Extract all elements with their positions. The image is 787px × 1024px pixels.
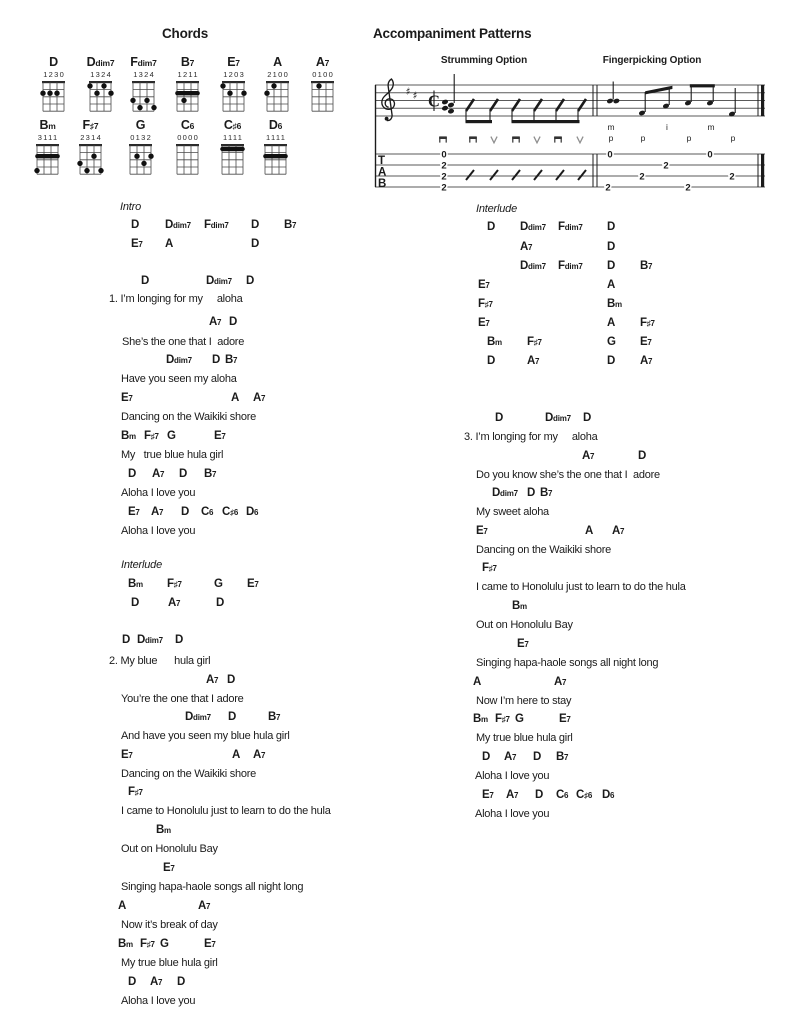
chord-symbol: B m bbox=[473, 713, 488, 725]
lyric-line: Aloha I love you bbox=[475, 808, 550, 820]
chord-symbol: A 7 bbox=[506, 789, 519, 801]
chord-symbol: A 7 bbox=[504, 751, 517, 763]
chord-symbol: D bbox=[251, 219, 260, 231]
chord-fingering: 2314 bbox=[80, 133, 103, 142]
tab-fret-number: 0 bbox=[441, 149, 447, 161]
chord-symbol: A 7 bbox=[151, 506, 164, 518]
chord-symbol: F ♯7 bbox=[527, 336, 542, 348]
chord-symbol: D bbox=[181, 506, 190, 518]
key-sharp-2: ♯ bbox=[412, 90, 418, 102]
lyric-line: Dancing on the Waikiki shore bbox=[476, 544, 612, 556]
chord-symbol: D bbox=[179, 468, 188, 480]
chord-symbol: D dim7 bbox=[492, 487, 518, 499]
lyric-line: Singing hapa-haole songs all night long bbox=[121, 881, 304, 893]
tab-fret-number: 2 bbox=[441, 160, 447, 172]
chord-symbol: B 7 bbox=[640, 260, 653, 272]
chord-symbol: E 7 bbox=[227, 55, 240, 69]
chord-symbol: E 7 bbox=[559, 713, 571, 725]
chord-symbol: E 7 bbox=[121, 749, 133, 761]
chord-symbol: F ♯7 bbox=[167, 578, 182, 590]
lyric-line: My true blue hula girl bbox=[476, 732, 573, 744]
chord-symbol: C 6 bbox=[556, 789, 569, 801]
lyric-line: My true blue hula girl bbox=[121, 449, 224, 461]
lyric-line: 2. My blue hula girl bbox=[109, 655, 211, 667]
finger-letter: p bbox=[608, 133, 614, 143]
chord-symbol: B m bbox=[512, 600, 527, 612]
chord-symbol: A bbox=[607, 317, 616, 329]
chord-symbol: A 7 bbox=[640, 355, 653, 367]
chord-symbol: A bbox=[165, 238, 174, 250]
chord-symbol: C ♯6 bbox=[576, 789, 593, 801]
chord-symbol: A 7 bbox=[253, 749, 266, 761]
chord-symbol: D bbox=[607, 241, 616, 253]
chord-symbol: D dim7 bbox=[166, 354, 192, 366]
tab-fret-number: 2 bbox=[441, 171, 447, 183]
chord-symbol: A 7 bbox=[253, 392, 266, 404]
lyric-line: Have you seen my aloha bbox=[121, 373, 237, 385]
lyric-line: 1. I’m longing for my aloha bbox=[109, 293, 243, 305]
chord-symbol: A 7 bbox=[152, 468, 165, 480]
chord-symbol: G bbox=[515, 713, 524, 725]
chord-fingering: 0100 bbox=[312, 70, 335, 79]
chord-symbol: D bbox=[177, 976, 186, 988]
chord-symbol: A bbox=[231, 392, 240, 404]
chord-symbol: D bbox=[251, 238, 260, 250]
chord-symbol: B m bbox=[39, 118, 56, 132]
chord-symbol: D bbox=[122, 634, 131, 646]
tab-fret-number: 2 bbox=[441, 182, 447, 194]
chord-symbol: F ♯7 bbox=[140, 938, 155, 950]
chord-symbol: D bbox=[212, 354, 221, 366]
chord-symbol: D dim7 bbox=[137, 634, 163, 646]
tab-clef-letter: A bbox=[378, 166, 387, 179]
lyric-line: She’s the one that I adore bbox=[122, 336, 245, 348]
chord-symbol: D dim7 bbox=[520, 221, 546, 233]
lyric-line: Singing hapa-haole songs all night long bbox=[476, 657, 659, 669]
chord-symbol: A 7 bbox=[168, 597, 181, 609]
chord-symbol: A 7 bbox=[527, 355, 540, 367]
chord-symbol: F dim7 bbox=[558, 221, 583, 233]
lyric-line: Aloha I love you bbox=[475, 770, 550, 782]
finger-letter: p bbox=[686, 133, 692, 143]
chord-symbol: D dim7 bbox=[520, 260, 546, 272]
chord-symbol: A 7 bbox=[520, 241, 533, 253]
chord-symbol: F dim7 bbox=[558, 260, 583, 272]
chord-symbol: D 6 bbox=[602, 789, 615, 801]
chord-symbol: B 7 bbox=[268, 711, 281, 723]
chord-symbol: B m bbox=[156, 824, 171, 836]
strumming-option-label: Strumming Option bbox=[440, 55, 528, 66]
chord-symbol: D dim7 bbox=[86, 55, 115, 69]
fingerpicking-option-label: Fingerpicking Option bbox=[602, 55, 702, 66]
chord-symbol: E 7 bbox=[476, 525, 488, 537]
lyric-line: I came to Honolulu just to learn to do the hula bbox=[121, 805, 331, 817]
chord-symbol: A bbox=[273, 55, 282, 69]
chord-symbol: D 6 bbox=[246, 506, 259, 518]
chord-symbol: D dim7 bbox=[185, 711, 211, 723]
lyric-line: Aloha I love you bbox=[121, 487, 196, 499]
chord-symbol: F ♯7 bbox=[640, 317, 655, 329]
chord-fingering: 0132 bbox=[130, 133, 153, 142]
chord-symbol: F dim7 bbox=[204, 219, 229, 231]
chord-symbol: A 7 bbox=[612, 525, 625, 537]
lyric-line: Now it’s break of day bbox=[121, 919, 218, 931]
chord-symbol: E 7 bbox=[131, 238, 143, 250]
section-label: Intro bbox=[120, 201, 142, 213]
chord-symbol: G bbox=[167, 430, 176, 442]
chord-symbol: C 6 bbox=[201, 506, 214, 518]
chord-symbol: D bbox=[49, 55, 58, 69]
chord-symbol: A bbox=[232, 749, 241, 761]
chord-symbol: E 7 bbox=[482, 789, 494, 801]
chord-symbol: F ♯7 bbox=[478, 298, 493, 310]
section-label: Interlude bbox=[121, 559, 163, 571]
tab-fret-number: 2 bbox=[663, 160, 669, 172]
chord-fingering: 1324 bbox=[133, 70, 156, 79]
lyric-line: Out on Honolulu Bay bbox=[476, 619, 573, 631]
chord-symbol: B 7 bbox=[225, 354, 238, 366]
finger-letter: p bbox=[640, 133, 646, 143]
chord-symbol: C ♯6 bbox=[223, 118, 242, 132]
chord-symbol: B m bbox=[128, 578, 143, 590]
chord-symbol: B m bbox=[607, 298, 622, 310]
lyric-line: Now I’m here to stay bbox=[476, 695, 572, 707]
chord-symbol: F ♯7 bbox=[482, 562, 497, 574]
lyric-line: Dancing on the Waikiki shore bbox=[121, 768, 257, 780]
tab-fret-number: 0 bbox=[707, 149, 713, 161]
chord-symbol: D bbox=[607, 221, 616, 233]
chord-symbol: D dim7 bbox=[165, 219, 191, 231]
chord-symbol: C 6 bbox=[180, 118, 195, 132]
chord-symbol: A bbox=[607, 279, 616, 291]
chord-symbol: D dim7 bbox=[206, 275, 232, 287]
chord-symbol: E 7 bbox=[214, 430, 226, 442]
chord-symbol: B m bbox=[487, 336, 502, 348]
chord-symbol: E 7 bbox=[478, 279, 490, 291]
lyric-line: My sweet aloha bbox=[476, 506, 549, 518]
chord-symbol: B 7 bbox=[540, 487, 553, 499]
svg-text:C: C bbox=[428, 91, 440, 111]
chord-symbol: A 7 bbox=[582, 450, 595, 462]
chord-symbol: B 7 bbox=[204, 468, 217, 480]
chord-symbol: D bbox=[131, 219, 140, 231]
chord-symbol: E 7 bbox=[121, 392, 133, 404]
chord-fingering: 1230 bbox=[43, 70, 66, 79]
finger-letter: m bbox=[607, 122, 615, 132]
chord-fingering: 1111 bbox=[223, 133, 244, 142]
chord-fingering: 2100 bbox=[267, 70, 290, 79]
lyric-line: You’re the one that I adore bbox=[121, 693, 244, 705]
chord-symbol: D bbox=[487, 355, 496, 367]
tab-fret-number: 2 bbox=[639, 171, 645, 183]
chord-symbol: D bbox=[128, 468, 137, 480]
chords-title: Chords bbox=[161, 26, 209, 41]
chord-symbol: B m bbox=[118, 938, 133, 950]
chord-symbol: D bbox=[495, 412, 504, 424]
chord-symbol: F ♯7 bbox=[144, 430, 159, 442]
chord-symbol: G bbox=[214, 578, 223, 590]
chord-symbol: D bbox=[607, 260, 616, 272]
chord-symbol: D bbox=[533, 751, 542, 763]
tab-clef-letter: T bbox=[378, 155, 386, 167]
chord-symbol: A 7 bbox=[209, 316, 222, 328]
chord-symbol: D bbox=[583, 412, 592, 424]
chord-symbol: B 7 bbox=[284, 219, 297, 231]
chord-symbol: D 6 bbox=[268, 118, 283, 132]
chord-symbol: D bbox=[535, 789, 544, 801]
chord-symbol: F ♯7 bbox=[82, 118, 99, 132]
chord-symbol: D bbox=[175, 634, 184, 646]
chord-symbol: A bbox=[473, 676, 482, 688]
chord-symbol: C ♯6 bbox=[222, 506, 239, 518]
lyric-line: Dancing on the Waikiki shore bbox=[121, 411, 257, 423]
chord-symbol: E 7 bbox=[517, 638, 529, 650]
chord-symbol: G bbox=[607, 336, 616, 348]
finger-letter: p bbox=[730, 133, 736, 143]
chord-symbol: F dim7 bbox=[130, 55, 157, 69]
chord-symbol: D bbox=[228, 711, 237, 723]
chord-symbol: A 7 bbox=[554, 676, 567, 688]
chord-symbol: D bbox=[216, 597, 225, 609]
chord-fingering: 1324 bbox=[90, 70, 113, 79]
chord-symbol: B m bbox=[121, 430, 136, 442]
chord-symbol: D dim7 bbox=[545, 412, 571, 424]
chord-fingering: 1203 bbox=[223, 70, 246, 79]
lyric-line: Do you know she’s the one that I adore bbox=[476, 469, 660, 481]
chord-symbol: A 7 bbox=[315, 55, 330, 69]
chord-symbol: D bbox=[141, 275, 150, 287]
chord-fingering: 1211 bbox=[177, 70, 199, 79]
chord-symbol: G bbox=[160, 938, 169, 950]
chord-symbol: F ♯7 bbox=[495, 713, 510, 725]
lyric-line: I came to Honolulu just to learn to do the hula bbox=[476, 581, 686, 593]
chord-fingering: 1111 bbox=[266, 133, 287, 142]
tab-fret-number: 2 bbox=[729, 171, 735, 183]
chord-symbol: D bbox=[131, 597, 140, 609]
chord-symbol: D bbox=[482, 751, 491, 763]
finger-letter: i bbox=[666, 122, 668, 132]
accompaniment-title: Accompaniment Patterns bbox=[373, 26, 532, 41]
chord-symbol: D bbox=[638, 450, 647, 462]
tab-clef-letter: B bbox=[378, 178, 387, 190]
chord-symbol: D bbox=[487, 221, 496, 233]
finger-letter: m bbox=[707, 122, 715, 132]
chord-symbol: D bbox=[229, 316, 238, 328]
lyric-line: And have you seen my blue hula girl bbox=[121, 730, 290, 742]
chord-symbol: B 7 bbox=[556, 751, 569, 763]
chord-symbol: A bbox=[118, 900, 127, 912]
chord-symbol: A 7 bbox=[150, 976, 163, 988]
chord-symbol: A bbox=[585, 525, 594, 537]
tab-fret-number: 0 bbox=[607, 149, 613, 161]
chord-symbol: D bbox=[227, 674, 236, 686]
lyric-line: Out on Honolulu Bay bbox=[121, 843, 218, 855]
tab-fret-number: 2 bbox=[605, 182, 611, 194]
chord-symbol: D bbox=[246, 275, 255, 287]
chord-fingering: 3111 bbox=[37, 133, 59, 142]
chord-symbol: B 7 bbox=[180, 55, 195, 69]
section-label: Interlude bbox=[476, 203, 518, 215]
chord-symbol: G bbox=[135, 118, 146, 132]
chord-symbol: E 7 bbox=[163, 862, 175, 874]
lyric-line: My true blue hula girl bbox=[121, 957, 218, 969]
chord-symbol: D bbox=[128, 976, 137, 988]
chord-symbol: E 7 bbox=[640, 336, 652, 348]
lyric-line: Aloha I love you bbox=[121, 525, 196, 537]
key-sharp-1: ♯ bbox=[405, 86, 411, 98]
lyric-line: 3. I’m longing for my aloha bbox=[464, 431, 598, 443]
chord-symbol: A 7 bbox=[198, 900, 211, 912]
chord-symbol: D bbox=[527, 487, 536, 499]
chord-symbol: E 7 bbox=[247, 578, 259, 590]
chord-symbol: E 7 bbox=[204, 938, 216, 950]
chord-fingering: 0000 bbox=[177, 133, 200, 142]
chord-symbol: E 7 bbox=[478, 317, 490, 329]
chord-symbol: F ♯7 bbox=[128, 786, 143, 798]
lyric-line: Aloha I love you bbox=[121, 995, 196, 1007]
chord-symbol: D bbox=[607, 355, 616, 367]
chord-symbol: A 7 bbox=[206, 674, 219, 686]
tab-fret-number: 2 bbox=[685, 182, 691, 194]
chord-symbol: E 7 bbox=[128, 506, 140, 518]
